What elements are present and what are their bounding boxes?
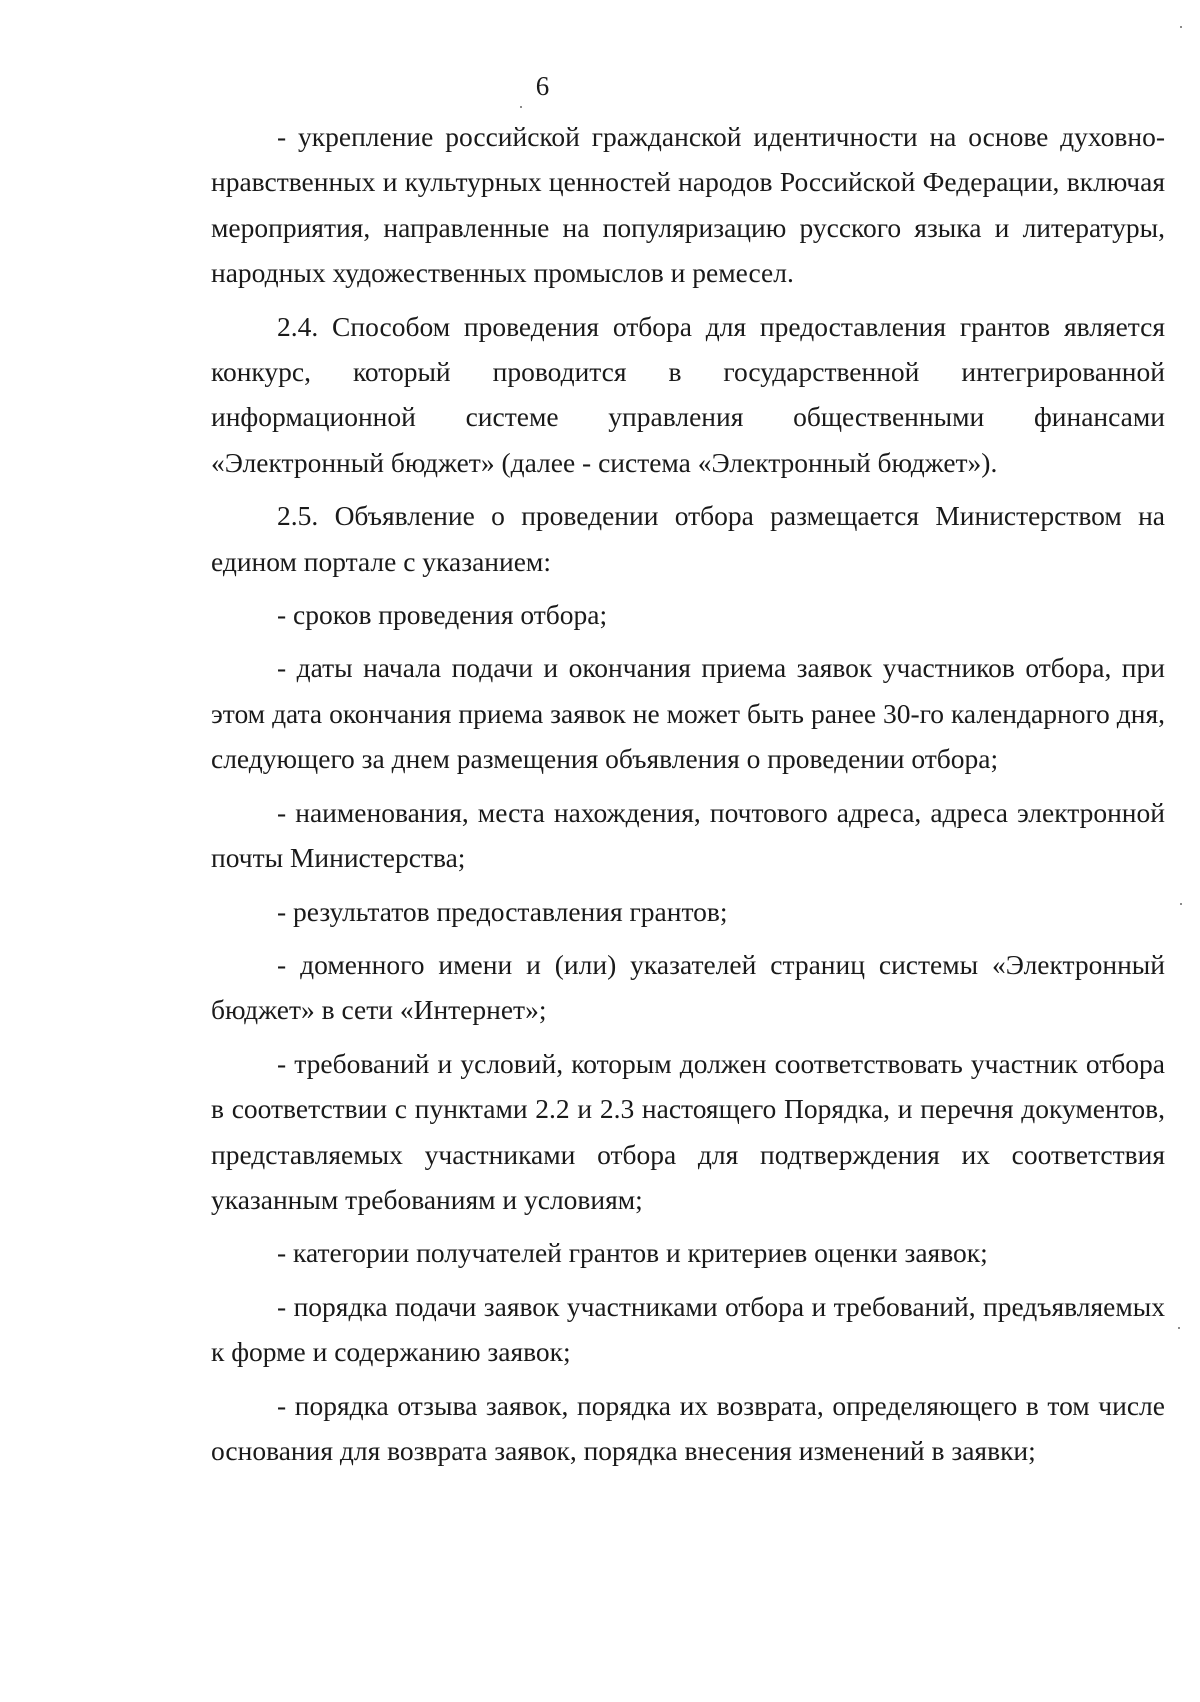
document-body [211, 114, 1165, 1473]
list-item-requirements: - требований и условий, которым должен соответствовать участник отбора в соответствии с пунктами 2.2 и 2.3 настоящего Порядка, и перечня документов, представляемых участниками отбора для подтверждения их соответствия указанным требованиям и условиям; [211, 1047, 1165, 1215]
list-item-submission-order: - порядка подачи заявок участниками отбора и требований, предъявляемых к форме и содержанию заявок; [211, 1290, 1165, 1368]
list-item-dates: - даты начала подачи и окончания приема заявок участников отбора, при этом дата окончания приема заявок не может быть ранее 30-го календарного дня, следующего за днем размещения объявления о проведении отбора; [211, 652, 1165, 775]
paragraph-2-5: 2.5. Объявление о проведении отбора размещается Министерством на едином портале с указанием: [211, 500, 1165, 577]
list-item-results: - результатов предоставления грантов; [277, 895, 728, 927]
list-item-domain: - доменного имени и (или) указателей страниц системы «Электронный бюджет» в сети «Интернет»; [211, 948, 1165, 1026]
page-number-text: 6 [535, 71, 550, 101]
scan-speck [520, 106, 522, 108]
paragraph-identity: - укрепление российской гражданской идентичности на основе духовно-нравственных и культурных ценностей народов Российской Федерации, включая мероприятия, направленные на популяризацию русского языка и литературы, народных художественных промыслов и ремесел. [211, 121, 1165, 289]
list-item-ministry-contacts: - наименования, места нахождения, почтового адреса, адреса электронной почты Министерства; [211, 796, 1165, 874]
scan-speck [1180, 903, 1182, 905]
list-item-categories: - категории получателей грантов и критериев оценки заявок; [277, 1237, 988, 1269]
list-item-terms: - сроков проведения отбора; [277, 599, 608, 631]
paragraph-2-4: 2.4. Способом проведения отбора для предоставления грантов является конкурс, который проводится в государственной интегрированной информационной системе управления общественными финансами «Электронный бюджет» (далее - система «Электронный бюджет»). [211, 310, 1165, 478]
scan-speck [1180, 26, 1182, 28]
scan-speck [1178, 1327, 1180, 1329]
page-number [83, 68, 1117, 104]
list-item-withdrawal-order: - порядка отзыва заявок, порядка их возврата, определяющего в том числе основания для возврата заявок, порядка внесения изменений в заявки; [211, 1389, 1165, 1466]
